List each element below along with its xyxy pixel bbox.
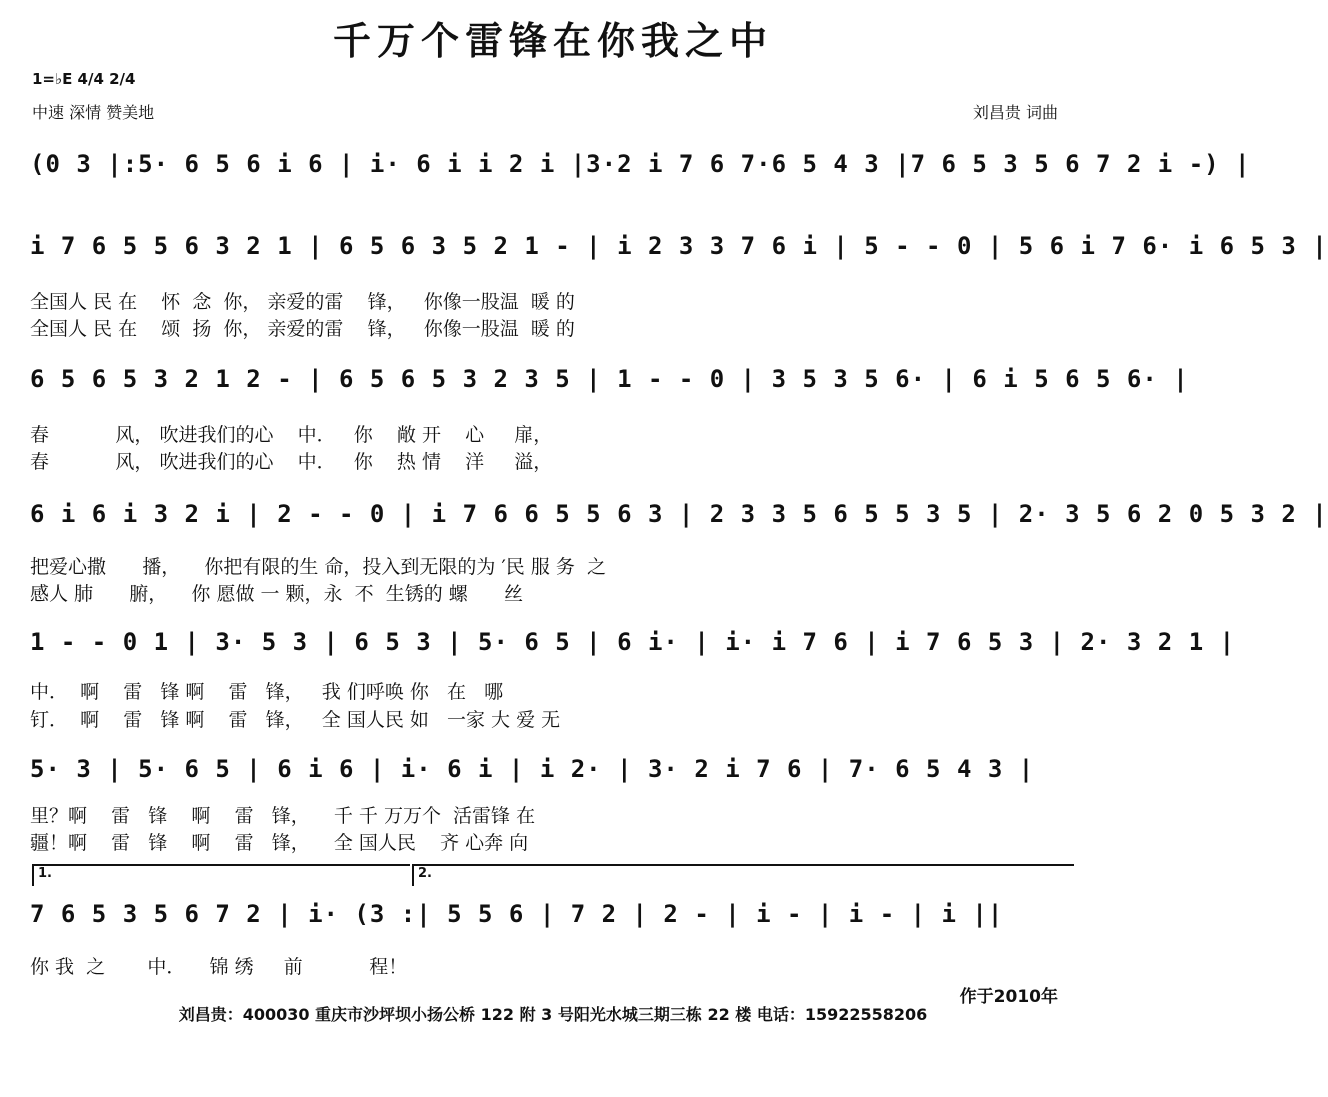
lyric-line-4b: 感人 肺 腑， 你 愿做 一 颗，永 不 生锈的 螺 丝 <box>30 583 523 605</box>
tempo-marking: 中速 深情 赞美地 <box>32 103 155 122</box>
composition-date: 作于2010年 <box>959 987 1058 1007</box>
notation-line-3: 6 5 6 5 3 2 1 2 - | 6 5 6 5 3 2 3 5 | 1 - - 0 | 3 5 3 5 6· | 6 i 5 6 5 6· | <box>30 365 1189 393</box>
key-signature: 1=♭E 4/4 2/4 <box>32 70 136 88</box>
notation-line-5: 1 - - 0 1 | 3· 5 3 | 6 5 3 | 5· 6 5 | 6 i· | i· i 7 6 | i 7 6 5 3 | 2· 3 2 1 | <box>30 628 1236 656</box>
lyric-line-2a: 全国人 民 在 怀 念 你， 亲爱的雷 锋， 你像一股温 暖 的 <box>30 291 575 313</box>
notation-line-2: i 7 6 5 5 6 3 2 1 | 6 5 6 3 5 2 1 - | i 2 3 3 7 6 i | 5 - - 0 | 5 6 i 7 6· i 6 5 3 | <box>30 232 1328 260</box>
song-title: 千万个雷锋在你我之中 <box>332 18 773 63</box>
lyric-line-5a: 中． 啊 雷 锋 啊 雷 锋， 我 们呼唤 你 在 哪 <box>30 681 504 703</box>
notation-line-1: (0 3 |:5· 6 5 6 i 6 | i· 6 i i 2 i |3·2 i 7 6 7·6 5 4 3 |7 6 5 3 5 6 7 2 i -) | <box>30 150 1251 178</box>
contact-footer: 刘昌贵：400030 重庆市沙坪坝小扬公桥 122 附 3 号阳光水城三期三栋 22 楼 电话：15922558206 <box>178 1005 928 1024</box>
lyric-line-6b: 疆！啊 雷 锋 啊 雷 锋， 全 国人民 齐 心奔 向 <box>30 832 529 854</box>
lyric-line-5b: 钉． 啊 雷 锋 啊 雷 锋， 全 国人民 如 一家 大 爱 无 <box>30 709 561 731</box>
notation-line-6: 5· 3 | 5· 6 5 | 6 i 6 | i· 6 i | i 2· | 3· 2 i 7 6 | 7· 6 5 4 3 | <box>30 755 1035 783</box>
lyric-line-3b: 春 风， 吹进我们的心 中． 你 热 情 洋 溢， <box>30 451 553 473</box>
volta-bracket-1: 1. <box>32 864 410 886</box>
lyric-line-3a: 春 风， 吹进我们的心 中． 你 敞 开 心 扉， <box>30 424 553 446</box>
lyric-line-4a: 把爱心撒 播， 你把有限的生 命，投入到无限的为 ′民 服 务 之 <box>30 556 606 578</box>
lyric-line-6a: 里？啊 雷 锋 啊 雷 锋， 千 千 万万个 活雷锋 在 <box>30 805 536 827</box>
author-credit: 刘昌贵 词曲 <box>972 103 1058 122</box>
lyric-line-7: 你 我 之 中． 锦 绣 前 程！ <box>30 956 408 978</box>
notation-line-4: 6 i 6 i 3 2 i | 2 - - 0 | i 7 6 6 5 5 6 3 | 2 3 3 5 6 5 5 3 5 | 2· 3 5 6 2 0 5 3 2 | <box>30 500 1328 528</box>
notation-line-7: 7 6 5 3 5 6 7 2 | i· (3 :| 5 5 6 | 7 2 | 2 - | i - | i - | i || <box>30 900 1004 928</box>
lyric-line-2b: 全国人 民 在 颂 扬 你， 亲爱的雷 锋， 你像一股温 暖 的 <box>30 318 575 340</box>
volta-bracket-2: 2. <box>412 864 1074 886</box>
